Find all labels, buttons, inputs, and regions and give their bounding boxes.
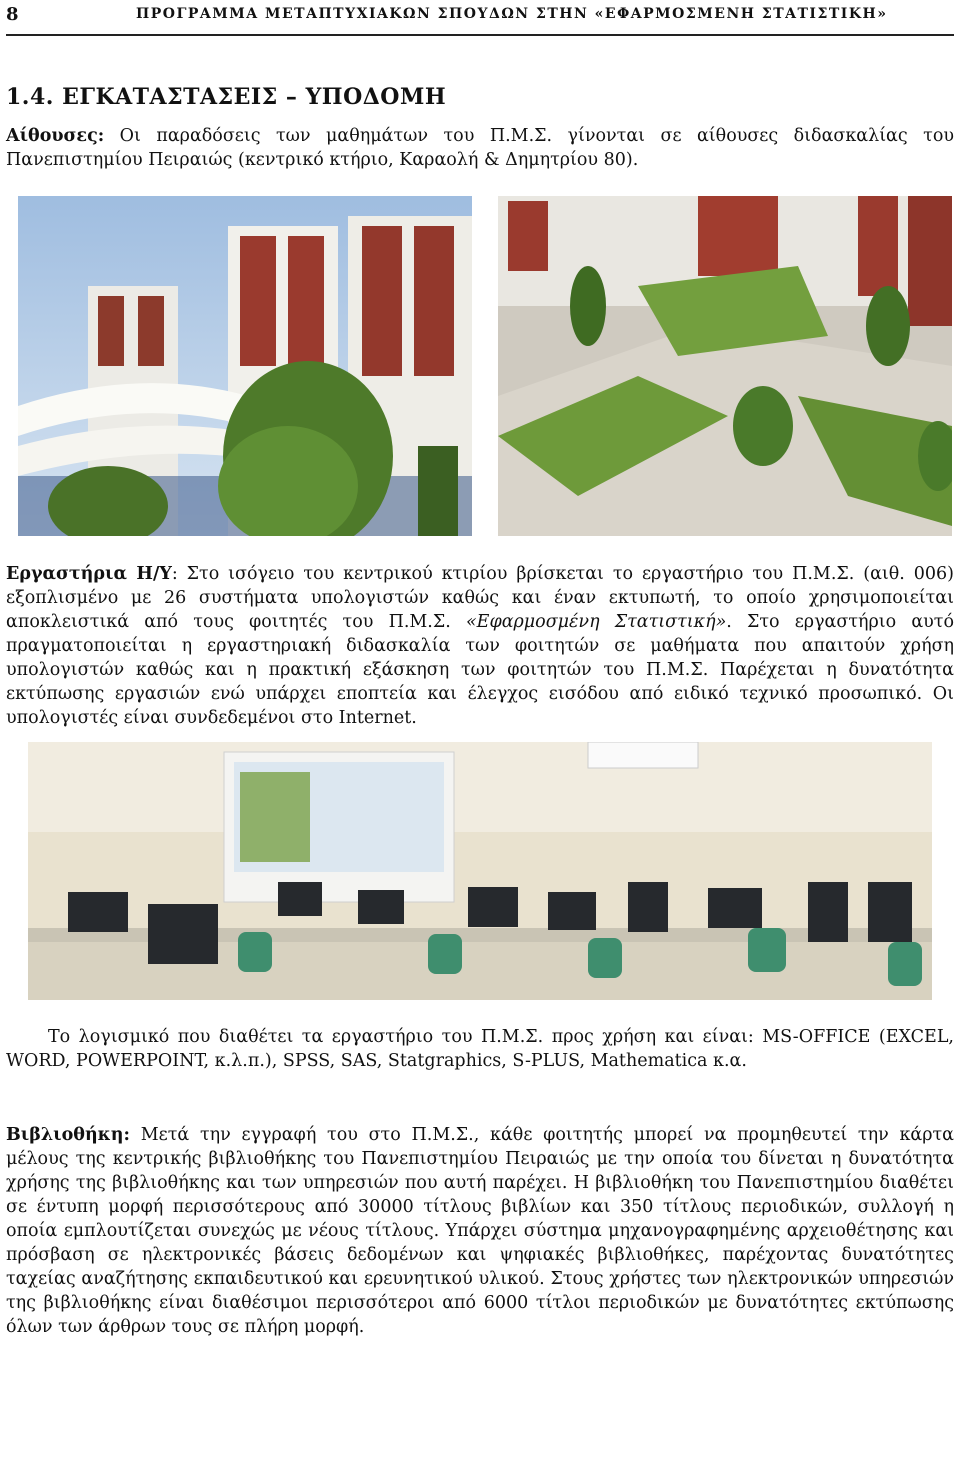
classrooms-label: Αίθουσες: xyxy=(6,126,105,146)
classrooms-paragraph xyxy=(6,124,954,172)
labs-text-a: : Στο ισόγειο του κεντρικού κτιρίου βρίσκεται το εργαστήριο του Π.Μ.Σ. (αιθ. 006) εξοπλισμένο με 26 συστήματα υπολογιστών καθώς και έναν εκτυπωτή, το οποίο χρησιμοποιείται αποκλειστικά από τους φοιτητές του Π.Μ.Σ. xyxy=(6,564,955,632)
running-title: ΠΡΟΓΡΑΜΜΑ ΜΕΤΑΠΤΥΧΙΑΚΩΝ ΣΠΟΥΔΩΝ ΣΤΗΝ «ΕΦΑΡΜΟΣΜΕΝΗ ΣΤΑΤΙΣΤΙΚΗ» xyxy=(136,6,888,22)
page-number: 8 xyxy=(6,4,19,25)
classrooms-text: Οι παραδόσεις των μαθημάτων του Π.Μ.Σ. γίνονται σε αίθουσες διδασκαλίας του Πανεπιστημίου Πειραιώς (κεντρικό κτήριο, Καραολή & Δημητρίου 80). xyxy=(6,126,954,170)
header-rule xyxy=(6,34,954,36)
computer-labs-paragraph xyxy=(6,562,954,730)
labs-label: Εργαστήρια Η/Υ xyxy=(6,564,172,584)
computer-lab-photo xyxy=(28,742,932,1000)
labs-text-b: . Στο εργαστήριο αυτό πραγματοποιείται η εργαστηριακή διδασκαλία των φοιτητών σε μαθήματα που απαιτούν χρήση υπολογιστών καθώς και η πρακτική εξάσκηση των φοιτητών του Π.Μ.Σ. Παρέχεται η δυνατότητα εκτύπωσης εργασιών ενώ υπάρχει εποπτεία και έλεγχος εισόδου από ειδικό τεχνικό προσωπικό. Οι υπολογιστές είναι συνδεδεμένοι στο Internet. xyxy=(6,612,955,728)
software-paragraph xyxy=(6,1025,954,1073)
courtyard-photo xyxy=(498,196,952,536)
library-paragraph xyxy=(6,1123,954,1339)
library-text: Μετά την εγγραφή του στο Π.Μ.Σ., κάθε φοιτητής μπορεί να προμηθευτεί την κάρτα μέλους της κεντρικής βιβλιοθήκης του Πανεπιστημίου Πειραιώς με την οποία του δίνεται η δυνατότητα χρήσης της βιβλιοθήκης και των υπηρεσιών που αυτή παρέχει. Η βιβλιοθήκη του Πανεπιστημίου διαθέτει σε έντυπη μορφή περισσότερους από 30000 τίτλους βιβλίων και 350 τίτλους περιοδικών, συλλογή η οποία εμπλουτίζεται συνεχώς με νέους τίτλους. Υπάρχει σύστημα μηχανογραφημένης αρχειοθέτησης και πρόσβαση σε ηλεκτρονικές βάσεις δεδομένων και ψηφιακές βιβλιοθήκες, παρέχοντας δυνατότητες ταχείας αναζήτησης εκπαιδευτικού και ερευνητικού υλικού. Στους χρήστες των ηλεκτρονικών υπηρεσιών της βιβλιοθήκης είναι διαθέσιμοι περισσότεροι από 6000 τίτλοι περιοδικών με δυνατότητες εκτύπωσης όλων των άρθρων τους σε πλήρη μορφή. xyxy=(6,1125,954,1337)
library-label: Βιβλιοθήκη: xyxy=(6,1125,130,1145)
university-building-photo xyxy=(18,196,472,536)
labs-program-name: «Εφαρμοσμένη Στατιστική» xyxy=(465,612,727,632)
software-text: Το λογισμικό που διαθέτει τα εργαστήριο του Π.Μ.Σ. προς χρήση και είναι: MS-OFFICE (EXCEL, WORD, POWERPOINT, κ.λ.π.), SPSS, SAS, Statgraphics, S-PLUS, Mathematica κ.α. xyxy=(6,1027,954,1071)
page-header xyxy=(6,4,954,36)
section-heading: 1.4. ΕΓΚΑΤΑΣΤΑΣΕΙΣ – ΥΠΟΔΟΜΗ xyxy=(6,84,447,110)
